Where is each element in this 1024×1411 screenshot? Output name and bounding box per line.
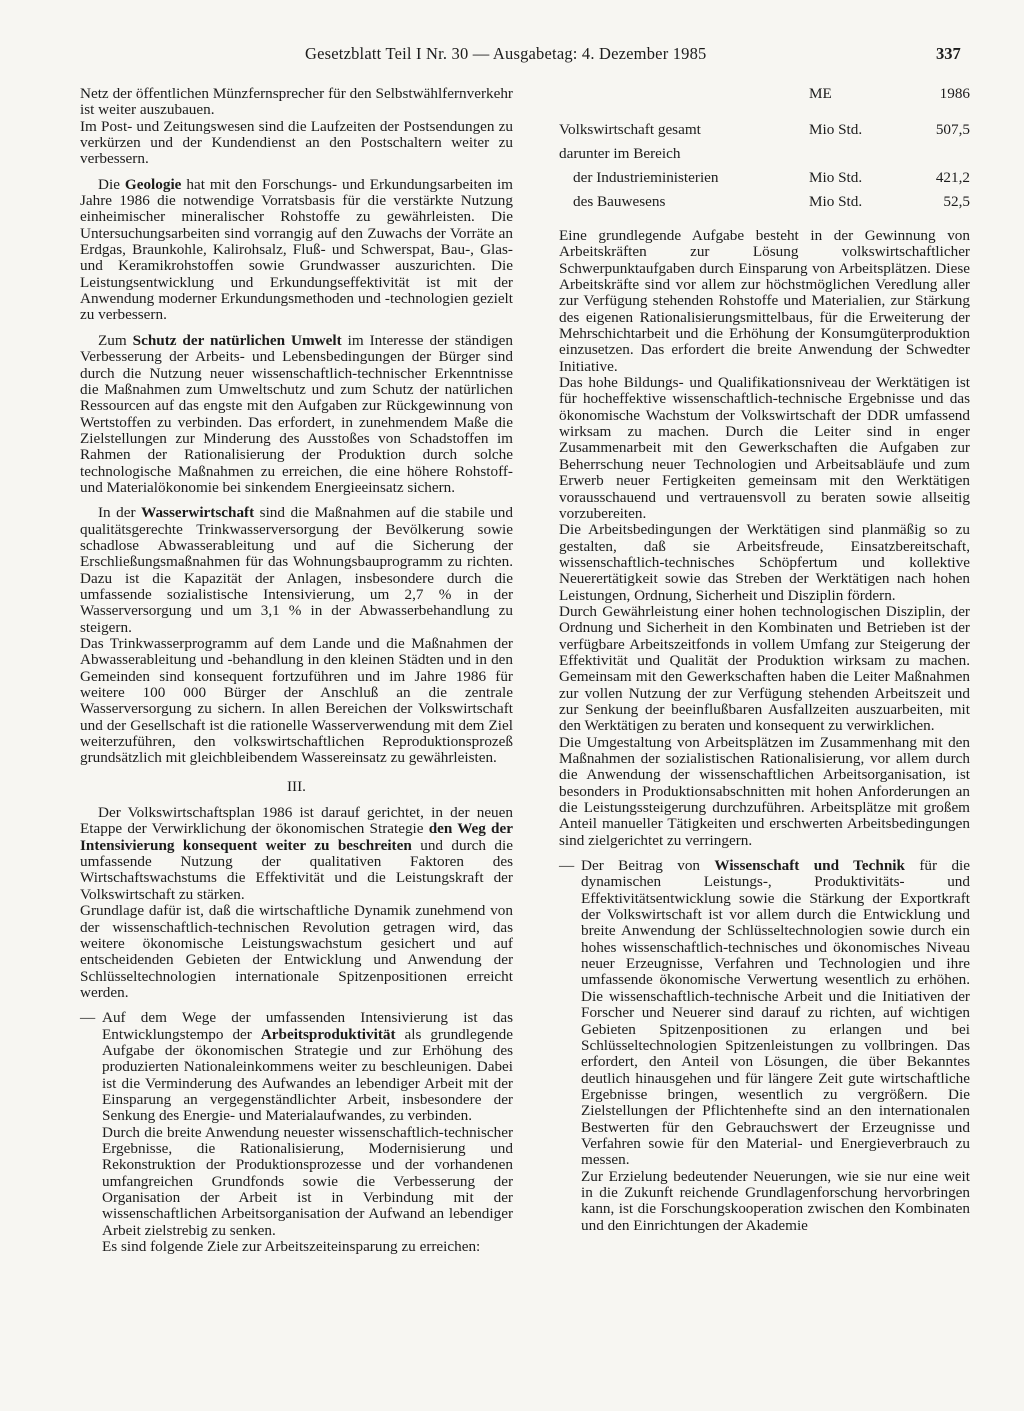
bold-term: Wissenschaft und Technik <box>714 857 905 875</box>
bold-term: Geologie <box>124 175 182 193</box>
right-column <box>559 86 970 1234</box>
paragraph: Das hohe Bildungs- und Qualifikationsniveau der Werktätigen ist für hocheffektive wissenschaftlich-technische Ergebnisse und das ökonomische Wachstum der Volkswirtschaft der DDR umfassend wirksam zu machen. Durch die Leiter sind in enger Zusammenarbeit mit den Gewerkschaften die Aufgaben zur Beherrschung neuer Technologien und Arbeitsabläufe und zum Erwerb neuer Fertigkeiten gemeinsam mit den Werktätigen vorausschauend und vertrauensvoll zu beraten sowie allseitig vorzubereiten. <box>559 374 970 522</box>
dash-marker: — <box>80 1009 96 1027</box>
section-heading: III. <box>287 777 306 795</box>
paragraph: Die Arbeitsbedingungen der Werktätigen sind planmäßig so zu gestalten, daß sie Arbeitsfreude, Einsatzbereitschaft, wissenschaftlich-technisches Schöpfertum und kollektive Neuerertätigkeit sowie das Streben der Werktätigen nach hohen Leistungen, Ordnung, Sicherheit und Disziplin fördern. <box>559 521 970 604</box>
paragraph-umwelt: Zum Schutz der natürlichen Umwelt im Interesse der ständigen Verbesserung der Arbeits- und Lebensbedingungen der Bürger sind durch die Nutzung neuer wissenschaftlich-technischer Erkenntnisse die Maßnahmen zum Umweltschutz und zum Schutz der natürlichen Ressourcen auf das engste mit den Aufgaben zur Rückgewinnung von Wertstoffen zu verbinden. Das erfordert, in zunehmendem Maße die Zielstellungen zur Minderung des Ausstoßes von Schadstoffen im Rahmen der Rationalisierung der Produktion durch solche technologische Maßnahmen zu erreichen, die eine höhere Rohstoff- und Materialökonomie bei sinkendem Energieeinsatz sichern. <box>80 331 514 496</box>
paragraph: Netz der öffentlichen Münzfernsprecher für den Selbstwählfernverkehr ist weiter auszubauen. <box>80 85 513 119</box>
paragraph: Durch die breite Anwendung neuester wissenschaftlich-technischer Ergebnisse, die Rationalisierung, Modernisierung und Rekonstruktion der Produktionsprozesse und der vorhandenen umfangreichen Grundfonds sowie die Verbesserung der Organisation der Arbeit ist in Verbindung mit der wissenschaftlichen Arbeitsorganisation der Aufwand an lebendiger Arbeit zielstrebig zu senken. <box>102 1123 513 1239</box>
page-number: 337 <box>936 44 961 63</box>
page-header <box>0 44 1024 70</box>
bold-term: Arbeitsproduktivität <box>260 1025 396 1043</box>
bold-term: Schutz der natürlichen Umwelt <box>132 331 342 349</box>
paragraph-wasserwirtschaft: In der Wasserwirtschaft sind die Maßnahmen auf die stabile und qualitätsgerechte Trinkwasserversorgung der Bevölkerung sowie schadlose Abwasserableitung und auf die Sicherung der Erschließungsmaßnahmen für das Wohnungsbauprogramm zu richten. Dazu ist die Kapazität der Anlagen, insbesondere durch die umfassende sozialistische Intensivierung, um 2,7 % in der Wasserversorgung und um 3,1 % in der Abwasserbehandlung zu steigern. <box>80 504 513 636</box>
table-header-year: 1986 <box>939 85 970 102</box>
paragraph: Es sind folgende Ziele zur Arbeitszeiteinsparung zu erreichen: <box>102 1238 481 1256</box>
table-row: Volkswirtschaft gesamt Mio Std. 507,5 <box>559 121 970 138</box>
paragraph: Im Post- und Zeitungswesen sind die Laufzeiten der Postsendungen zu verkürzen und der Kundendienst an den Postschaltern weiter zu verbessern. <box>80 117 513 168</box>
table-header-row <box>559 86 970 122</box>
gazette-title: Gesetzblatt Teil I Nr. 30 — Ausgabetag: 4. Dezember 1985 <box>305 44 707 63</box>
paragraph: Der Beitrag von Wissenschaft und Technik für die dynamischen Leistungs-, Produktivitäts- und Effektivitätsentwicklung sowie die Stärkung der Exportkraft der Volkswirtschaft ist vor allem durch die Entwicklung und breite Anwendung der Schlüsseltechnologien sowie durch ein hohes wissenschaftlich-technisches und ökonomisches Niveau neuer Erzeugnisse, Verfahren und Technologien und ihre umfassende ökonomische Verwertung wesentlich zu erhöhen. Die wissenschaftlich-technische Arbeit und die Initiativen der Forscher und Neuerer sind darauf zu richten, auf wichtigen Gebieten Spitzenpositionen zu erlangen und bei Schlüsseltechnologien Spitzenleistungen zu vollbringen. Das erfordert, den Anteil von Lösungen, die über Bekanntes deutlich hinausgehen und für längere Zeit gute wirtschaftliche Ergebnisse bringen, wesentlich zu vergrößern. Die Zielstellungen der Pflichtenhefte sind an den internationalen Bestwerten für den Gebrauchswert der Erzeugnisse und Verfahren sowie für den Material- und Energieverbrauch zu messen. <box>581 857 970 1169</box>
paragraph: Auf dem Wege der umfassenden Intensivierung ist das Entwicklungstempo der Arbeitsproduktivität als grundlegende Aufgabe der ökonomischen Strategie und zur Erhöhung des produzierten Nationaleinkommens weiter zu beschleunigen. Dabei ist die Verminderung des Aufwandes an lebendiger Arbeit mit der Einsparung an vergegenständlichter Arbeit, insbesondere der Senkung des Energie- und Materialaufwandes, zu verbinden. <box>102 1009 513 1125</box>
left-column <box>80 86 513 1255</box>
bold-term: Wasserwirtschaft <box>141 504 255 522</box>
dash-marker: — <box>559 857 575 875</box>
paragraph: Zur Erzielung bedeutender Neuerungen, wie sie nur eine weit in die Zukunft reichende Grundlagenforschung hervorbringen kann, ist die Forschungskooperation zwischen den Kombinaten und den Einrichtungen der Akademie <box>581 1167 970 1234</box>
dash-item-arbeitsproduktivitaet <box>80 1010 513 1255</box>
table-row: des Bauwesens Mio Std. 52,5 <box>573 193 970 210</box>
paragraph: Eine grundlegende Aufgabe besteht in der Gewinnung von Arbeitskräften zur Lösung volkswirtschaftlicher Schwerpunktaufgaben durch Einsparung von Arbeitsplätzen. Diese Arbeitskräfte sind vor allem zur höchstmöglichen Veredlung aller zur Verfügung stehenden Rohstoffe und Materialien, zur Stärkung des eigenen Rationalisierungsmittelbaus, für die Erweiterung der Mehrschichtarbeit und die Erhöhung der Konsumgüterproduktion einzusetzen. Das erfordert die breite Anwendung der Schwedter Initiative. <box>559 227 970 375</box>
paragraph: Durch Gewährleistung einer hohen technologischen Disziplin, der Ordnung und Sicherheit in den Kombinaten und Betrieben ist der verfügbare Arbeitszeitfonds in vollem Umfang zur Steigerung der Effektivität und Qualität der Produktion wirksam zu machen. Gemeinsam mit den Gewerkschaften haben die Leiter Maßnahmen zur vollen Nutzung der zur Verfügung stehenden Arbeitszeit und zur Senkung der beeinflußbaren Ausfallzeiten auszuarbeiten, mit den Werktätigen zu beraten und konsequent zu verwirklichen. <box>559 602 970 735</box>
table-row: der Industrieministerien Mio Std. 421,2 <box>573 169 970 186</box>
bold-term: den Weg der Intensivierung konsequent weiter zu beschreiten <box>80 820 513 854</box>
paragraph: Das Trinkwasserprogramm auf dem Lande und die Maßnahmen der Abwasserableitung und -behandlung in den kleinen Städten und in den Gemeinden sind konsequent fortzuführen und im Jahre 1986 für weitere 100 000 Bürger der Anschluß an die zentrale Wasserversorgung zu sichern. In allen Bereichen der Volkswirtschaft und der Gesellschaft ist die rationelle Wasserverwendung mit dem Ziel weiterzuführen, den volkswirtschaftlichen Reproduktionsprozeß grundsätzlich mit gleichbleibendem Wassereinsatz zu gewährleisten. <box>80 635 513 767</box>
table-row: darunter im Bereich <box>559 145 681 162</box>
arbeitszeit-table <box>559 86 970 218</box>
paragraph-geologie: Die Geologie hat mit den Forschungs- und Erkundungsarbeiten im Jahre 1986 die notwendige Vorratsbasis für die verstärkte Nutzung einheimischer mineralischer Rohstoffe zu gewährleisten. Die Untersuchungsarbeiten sind vorrangig auf den Zuwachs der Vorräte an Erdgas, Braunkohle, Kalirohsalz, Fluß- und Schwerspat, Bau-, Glas- und Keramikrohstoffen sowie Grundwasser auszurichten. Die Leistungsentwicklung und Erkundungseffektivität ist mit der Anwendung moderner Erkundungsmethoden und -technologien gezielt zu verbessern. <box>80 175 514 324</box>
paragraph: Grundlage dafür ist, daß die wirtschaftliche Dynamik zunehmend von der wissenschaftlich-technischen Revolution getragen wird, das weitere ökonomische Leistungswachstum gesichert und auf entscheidenden Gebieten der Entwicklung und Anwendung der Schlüsseltechnologien internationale Spitzenpositionen erreicht werden. <box>80 902 513 1001</box>
dash-item-wissenschaft <box>559 858 970 1234</box>
table-header-unit: ME <box>809 85 832 102</box>
paragraph-plan: Der Volkswirtschaftsplan 1986 ist darauf gerichtet, in der neuen Etappe der Verwirklichung der ökonomischen Strategie den Weg der Intensivierung konsequent weiter zu beschreiten und durch die umfassende Nutzung der qualitativen Faktoren des Wirtschaftswachstums die Effektivität und die Leistungskraft der Volkswirtschaft zu stärken. <box>80 804 513 903</box>
paragraph: Die Umgestaltung von Arbeitsplätzen im Zusammenhang mit den Maßnahmen der sozialistischen Rationalisierung, vor allem durch die Anwendung der wissenschaftlichen Arbeitsorganisation, ist besonders in Produktionsabschnitten mit hohen Anforderungen an die Leistungssteigerung durchzuführen. Arbeitsplätze mit großem Anteil manueller Tätigkeiten und erschwerten Arbeitsbedingungen sind zielgerichtet zu verringern. <box>559 733 970 849</box>
